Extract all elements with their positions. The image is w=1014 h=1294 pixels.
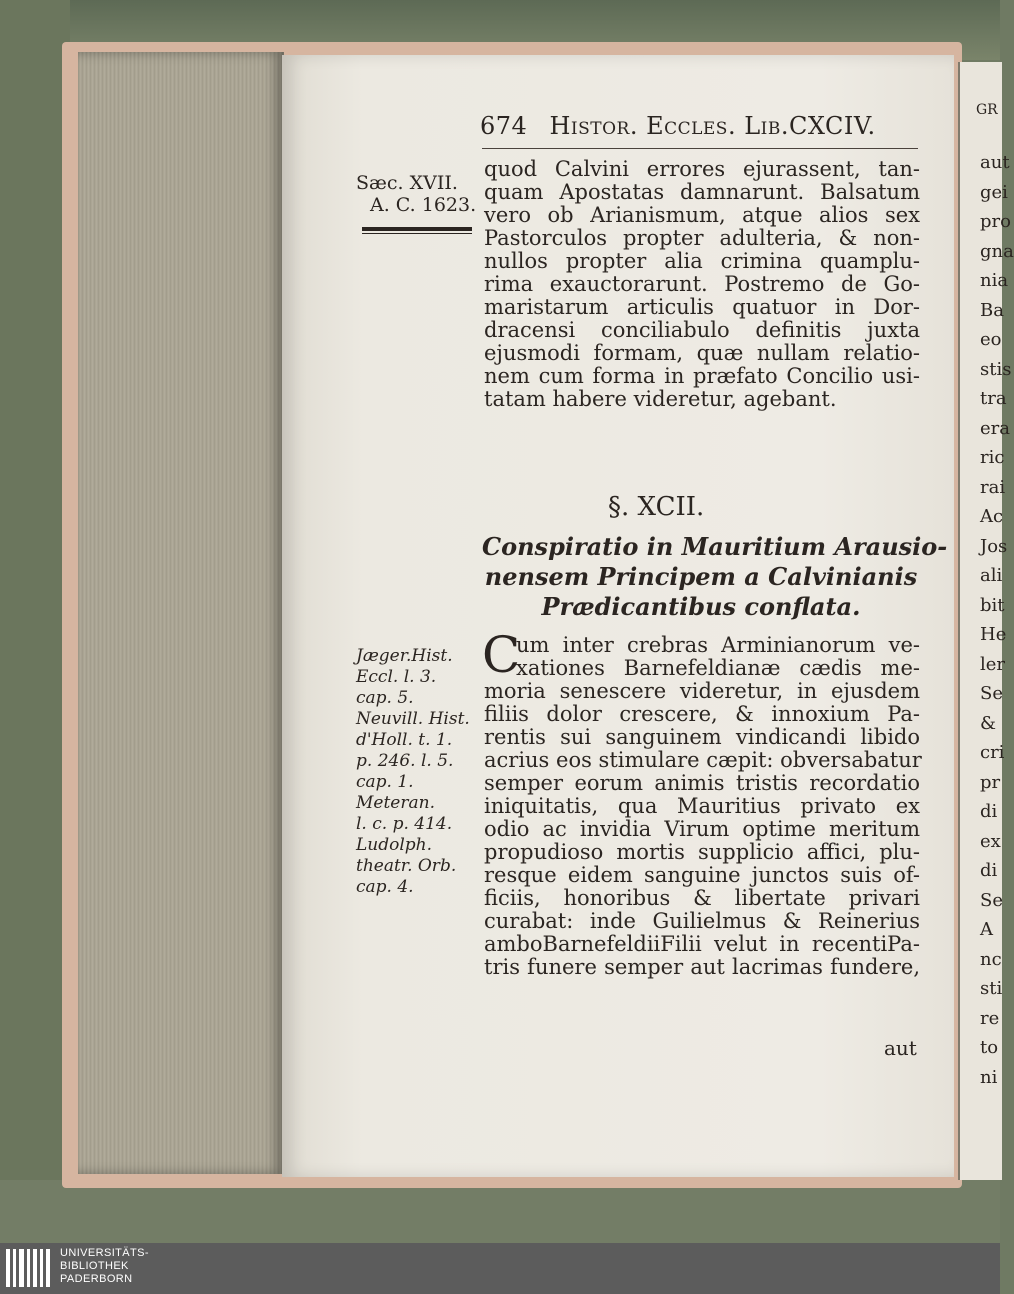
text-line: propudioso mortis supplicio affici, plu- (484, 840, 920, 864)
facing-page-fragment: Se (980, 683, 1003, 704)
margin-year: A. C. 1623. (370, 194, 477, 216)
facing-page-fragment: di (980, 801, 998, 822)
text-line: acrius eos stimulare cæpit: obversabatur (484, 748, 922, 772)
facing-page-fragment: nia (980, 270, 1009, 291)
facing-page-fragment: rai (980, 476, 1006, 498)
facing-page-fragment: tra (980, 388, 1007, 409)
text-line: dracensi conciliabulo definitis juxta (484, 318, 920, 342)
facing-page-fragment: bit (980, 594, 1005, 616)
facing-page-fragment: sti (980, 978, 1003, 999)
text-line: xationes Barnefeldianæ cædis me- (516, 656, 920, 680)
facing-page-edge (958, 62, 1014, 1180)
facing-page-fragment: pr (980, 771, 1001, 793)
text-line: maristarum articulis quatuor in Dor- (484, 295, 920, 319)
facing-page-fragment: gei (980, 181, 1008, 203)
text-line: tatam habere videretur, agebant. (484, 387, 837, 411)
facing-page-fragment: A (980, 919, 993, 940)
page-edges (78, 52, 284, 1174)
section-title-line: Conspiratio in Mauritium Arausio- (482, 532, 948, 561)
text-line: amboBarnefeldiiFilii velut in recentiPa- (484, 932, 920, 956)
text-line: filiis dolor crescere, & innoxium Pa- (484, 702, 920, 726)
paragraph-2-top (516, 634, 920, 680)
facing-page-fragment: ex (980, 830, 1001, 852)
library-name-line: UNIVERSITÄTS- (60, 1247, 149, 1259)
facing-page-fragment: di (980, 860, 998, 881)
facing-page-fragment: He (980, 624, 1007, 645)
text-line: iniquitatis, qua Mauritius privato ex (484, 794, 920, 818)
background-bottom (0, 1180, 1000, 1243)
text-line: quam Apostatas damnarunt. Balsatum (484, 180, 920, 204)
citation-line: Eccl. l. 3. (356, 667, 437, 687)
running-title: Histor. Eccles. Lib.CXCIV. (549, 112, 876, 140)
margin-rule-thick (362, 227, 472, 231)
facing-page-fragment: cri (980, 742, 1005, 763)
facing-page-fragment: to (980, 1037, 999, 1058)
margin-century: Sæc. XVII. (356, 172, 458, 194)
library-name (60, 1247, 149, 1286)
section-title-line: Prædicantibus conflata. (541, 592, 861, 621)
margin-rule-thin (362, 233, 472, 234)
library-footer-bar (0, 1243, 1000, 1294)
facing-page-fragment: ric (980, 447, 1005, 468)
facing-page-fragment: ali (980, 565, 1003, 586)
library-name-line: PADERBORN (60, 1273, 133, 1285)
library-logo-icon (6, 1249, 52, 1287)
background-left (0, 0, 70, 1243)
citation-line: theatr. Orb. (356, 856, 457, 876)
facing-page-fragment: ni (980, 1066, 998, 1088)
page-number: 674 (480, 112, 528, 140)
text-line: nullos propter alia crimina quamplu- (484, 249, 920, 273)
running-header (480, 112, 920, 148)
text-line: nem cum forma in præfato Concilio usi- (484, 364, 920, 388)
facing-page-fragment: aut (980, 152, 1010, 173)
text-line: vero ob Arianismum, atque alios sex (484, 203, 920, 227)
citation-line: Ludolph. (356, 835, 433, 855)
citation-notes (356, 646, 484, 898)
facing-page-fragment: eo (980, 329, 1002, 350)
citation-line: Neuvill. Hist. (356, 709, 470, 729)
facing-page-fragment: stis (980, 358, 1012, 380)
drop-cap: C (482, 626, 521, 684)
citation-line: d'Holl. t. 1. (356, 730, 453, 750)
citation-line: cap. 1. (356, 772, 414, 792)
text-line: resque eidem sanguine junctos suis of- (484, 863, 920, 887)
citation-line: Jæger.Hist. (356, 646, 453, 666)
catchword: aut (884, 1036, 917, 1060)
facing-page-fragment: Se (980, 889, 1003, 911)
text-line: curabat: inde Guilielmus & Reinerius (484, 909, 920, 933)
facing-page-fragment: GR (976, 102, 998, 118)
text-line: quod Calvini errores ejurassent, tan- (484, 157, 920, 181)
citation-line: l. c. p. 414. (356, 814, 453, 834)
citation-line: cap. 5. (356, 688, 414, 708)
text-line: odio ac invidia Virum optime meritum (484, 817, 920, 841)
citation-line: cap. 4. (356, 877, 414, 897)
section-title-line: nensem Principem a Calvinianis (484, 562, 918, 591)
facing-page-fragment: Ba (980, 299, 1004, 321)
facing-page-fragment: ler (980, 653, 1006, 675)
header-rule (482, 148, 918, 149)
section-title (482, 532, 948, 622)
citation-line: p. 246. l. 5. (356, 751, 454, 771)
text-line: Pastorculos propter adulteria, & non- (484, 226, 920, 250)
text-line: tris funere semper aut lacrimas fundere, (484, 955, 920, 979)
text-line: semper eorum animis tristis recordatio (484, 771, 920, 795)
text-line: um inter crebras Arminianorum ve- (516, 633, 920, 657)
text-line: ficiis, honoribus & libertate privari (484, 886, 920, 910)
section-number: §. XCII. (608, 492, 705, 522)
facing-page-fragment: Ac (980, 506, 1004, 527)
library-name-line: BIBLIOTHEK (60, 1260, 129, 1272)
facing-page-fragment: gna (980, 240, 1014, 262)
facing-page-fragment: & (980, 712, 997, 734)
paragraph-1 (484, 158, 920, 411)
facing-page-fragment: re (980, 1007, 1000, 1029)
facing-page-fragment: era (980, 417, 1010, 439)
facing-page-fragment: Jos (980, 535, 1008, 557)
citation-line: Meteran. (356, 793, 435, 813)
facing-page-fragment: nc (980, 948, 1002, 970)
text-line: rentis sui sanguinem vindicandi libido (484, 725, 920, 749)
paragraph-2 (484, 680, 920, 979)
facing-page-fragment: pro (980, 211, 1011, 232)
text-line: ejusmodi formam, quæ nullam relatio- (484, 341, 920, 365)
text-line: moria senescere videretur, in ejusdem (484, 679, 920, 703)
text-line: rima exauctorarunt. Postremo de Go- (484, 272, 920, 296)
